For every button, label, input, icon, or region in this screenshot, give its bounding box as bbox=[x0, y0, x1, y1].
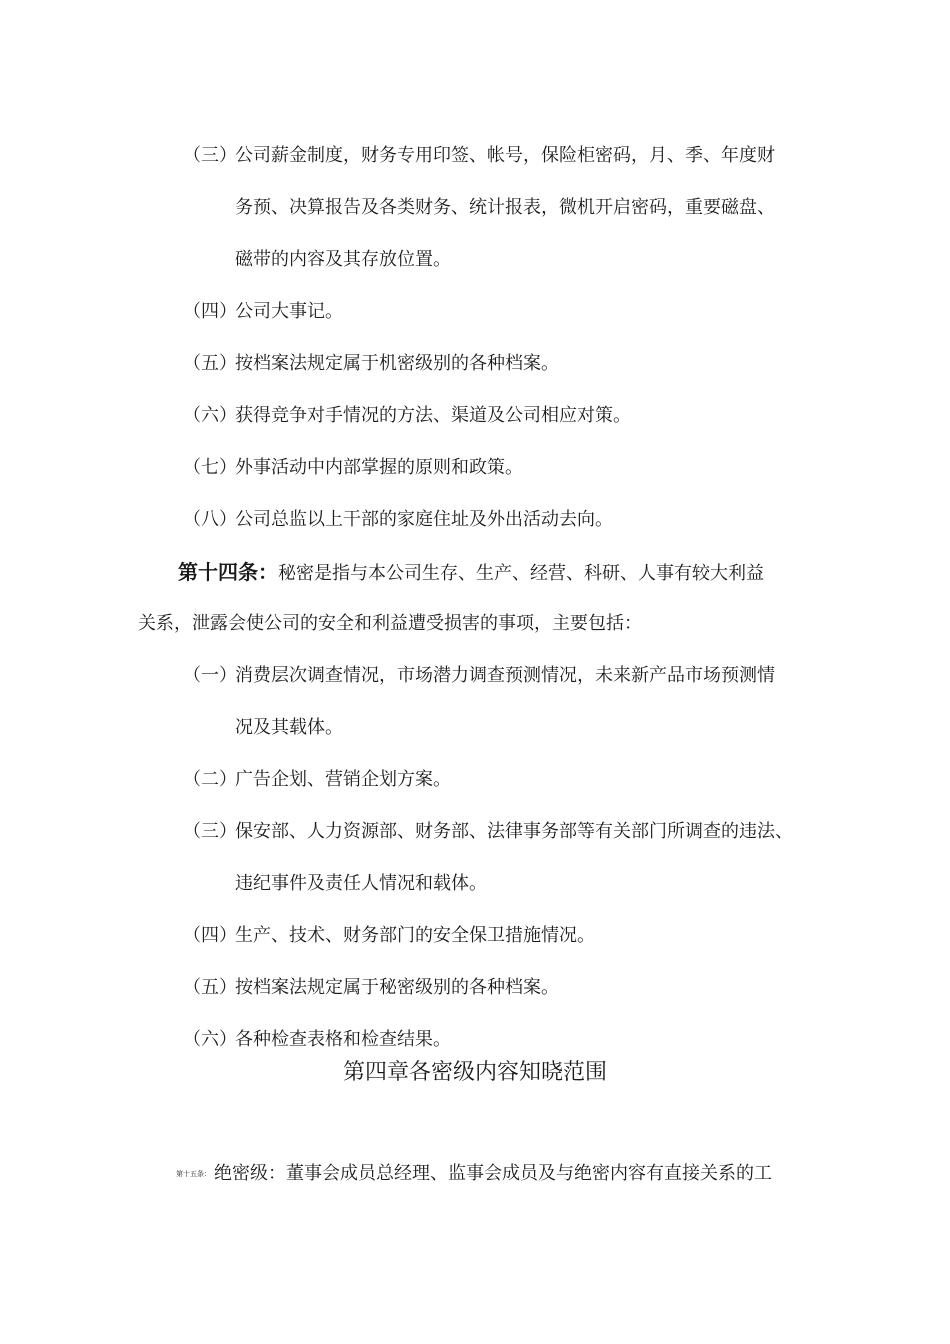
item-number: （七） bbox=[183, 457, 237, 478]
item-text: 按档案法规定属于秘密级别的各种档案。 bbox=[235, 977, 559, 998]
list-a-item-8 bbox=[183, 508, 613, 532]
list-b-item-5 bbox=[183, 976, 559, 1000]
item-number: （一） bbox=[183, 665, 237, 686]
item-text: 生产、技术、财务部门的安全保卫措施情况。 bbox=[235, 925, 595, 946]
list-b-item-3-line-1 bbox=[183, 820, 793, 844]
list-b-item-3-line-2: 违纪事件及责任人情况和载体。 bbox=[235, 873, 487, 894]
item-text: 消费层次调查情况，市场潜力调查预测情况，未来新产品市场预测情 bbox=[235, 665, 775, 686]
item-number: （二） bbox=[183, 769, 237, 790]
list-a-item-5 bbox=[183, 352, 559, 376]
article-15 bbox=[176, 1162, 772, 1186]
list-b-item-4 bbox=[183, 924, 595, 948]
item-number: （八） bbox=[183, 509, 237, 530]
item-text: 获得竞争对手情况的方法、渠道及公司相应对策。 bbox=[235, 405, 631, 426]
list-a-item-3-line-2: 务预、决算报告及各类财务、统计报表，微机开启密码，重要磁盘、 bbox=[235, 197, 775, 218]
article-text: 秘密是指与本公司生存、生产、经营、科研、人事有较大利益 bbox=[278, 563, 764, 584]
list-a-item-7 bbox=[183, 456, 523, 480]
item-number: （四） bbox=[183, 925, 237, 946]
item-text: 广告企划、营销企划方案。 bbox=[235, 769, 451, 790]
item-number: （四） bbox=[183, 301, 237, 322]
item-number: （三） bbox=[183, 821, 237, 842]
article-text: 绝密级：董事会成员总经理、监事会成员及与绝密内容有直接关系的工 bbox=[214, 1163, 772, 1184]
item-text: 外事活动中内部掌握的原则和政策。 bbox=[235, 457, 523, 478]
list-a-item-4 bbox=[183, 300, 343, 324]
list-b-item-2 bbox=[183, 768, 451, 792]
item-number: （三） bbox=[183, 145, 237, 166]
item-text: 各种检查表格和检查结果。 bbox=[235, 1029, 451, 1050]
article-14-line-1 bbox=[178, 560, 764, 586]
item-text: 公司大事记。 bbox=[235, 301, 343, 322]
chapter-heading: 第四章各密级内容知晓范围 bbox=[342, 1060, 607, 1085]
item-text: 按档案法规定属于机密级别的各种档案。 bbox=[235, 353, 559, 374]
item-number: （六） bbox=[183, 405, 237, 426]
article-14-line-2: 关系，泄露会使公司的安全和利益遭受损害的事项，主要包括： bbox=[138, 613, 642, 634]
list-b-item-1-line-2: 况及其载体。 bbox=[235, 717, 343, 738]
list-b-item-6 bbox=[183, 1028, 451, 1052]
item-text: 保安部、人力资源部、财务部、法律事务部等有关部门所调查的违法、 bbox=[235, 821, 793, 842]
list-a-item-3-line-1 bbox=[183, 144, 775, 168]
list-b-item-1-line-1 bbox=[183, 664, 775, 688]
item-text: 公司总监以上干部的家庭住址及外出活动去向。 bbox=[235, 509, 613, 530]
list-a-item-3-line-3: 磁带的内容及其存放位置。 bbox=[235, 249, 451, 270]
item-number: （五） bbox=[183, 353, 237, 374]
item-text: 公司薪金制度，财务专用印签、帐号，保险柜密码，月、季、年度财 bbox=[235, 145, 775, 166]
article-label: 第十四条： bbox=[178, 560, 278, 584]
item-number: （六） bbox=[183, 1029, 237, 1050]
item-number: （五） bbox=[183, 977, 237, 998]
list-a-item-6 bbox=[183, 404, 631, 428]
article-label: 第十五条： bbox=[176, 1170, 211, 1178]
